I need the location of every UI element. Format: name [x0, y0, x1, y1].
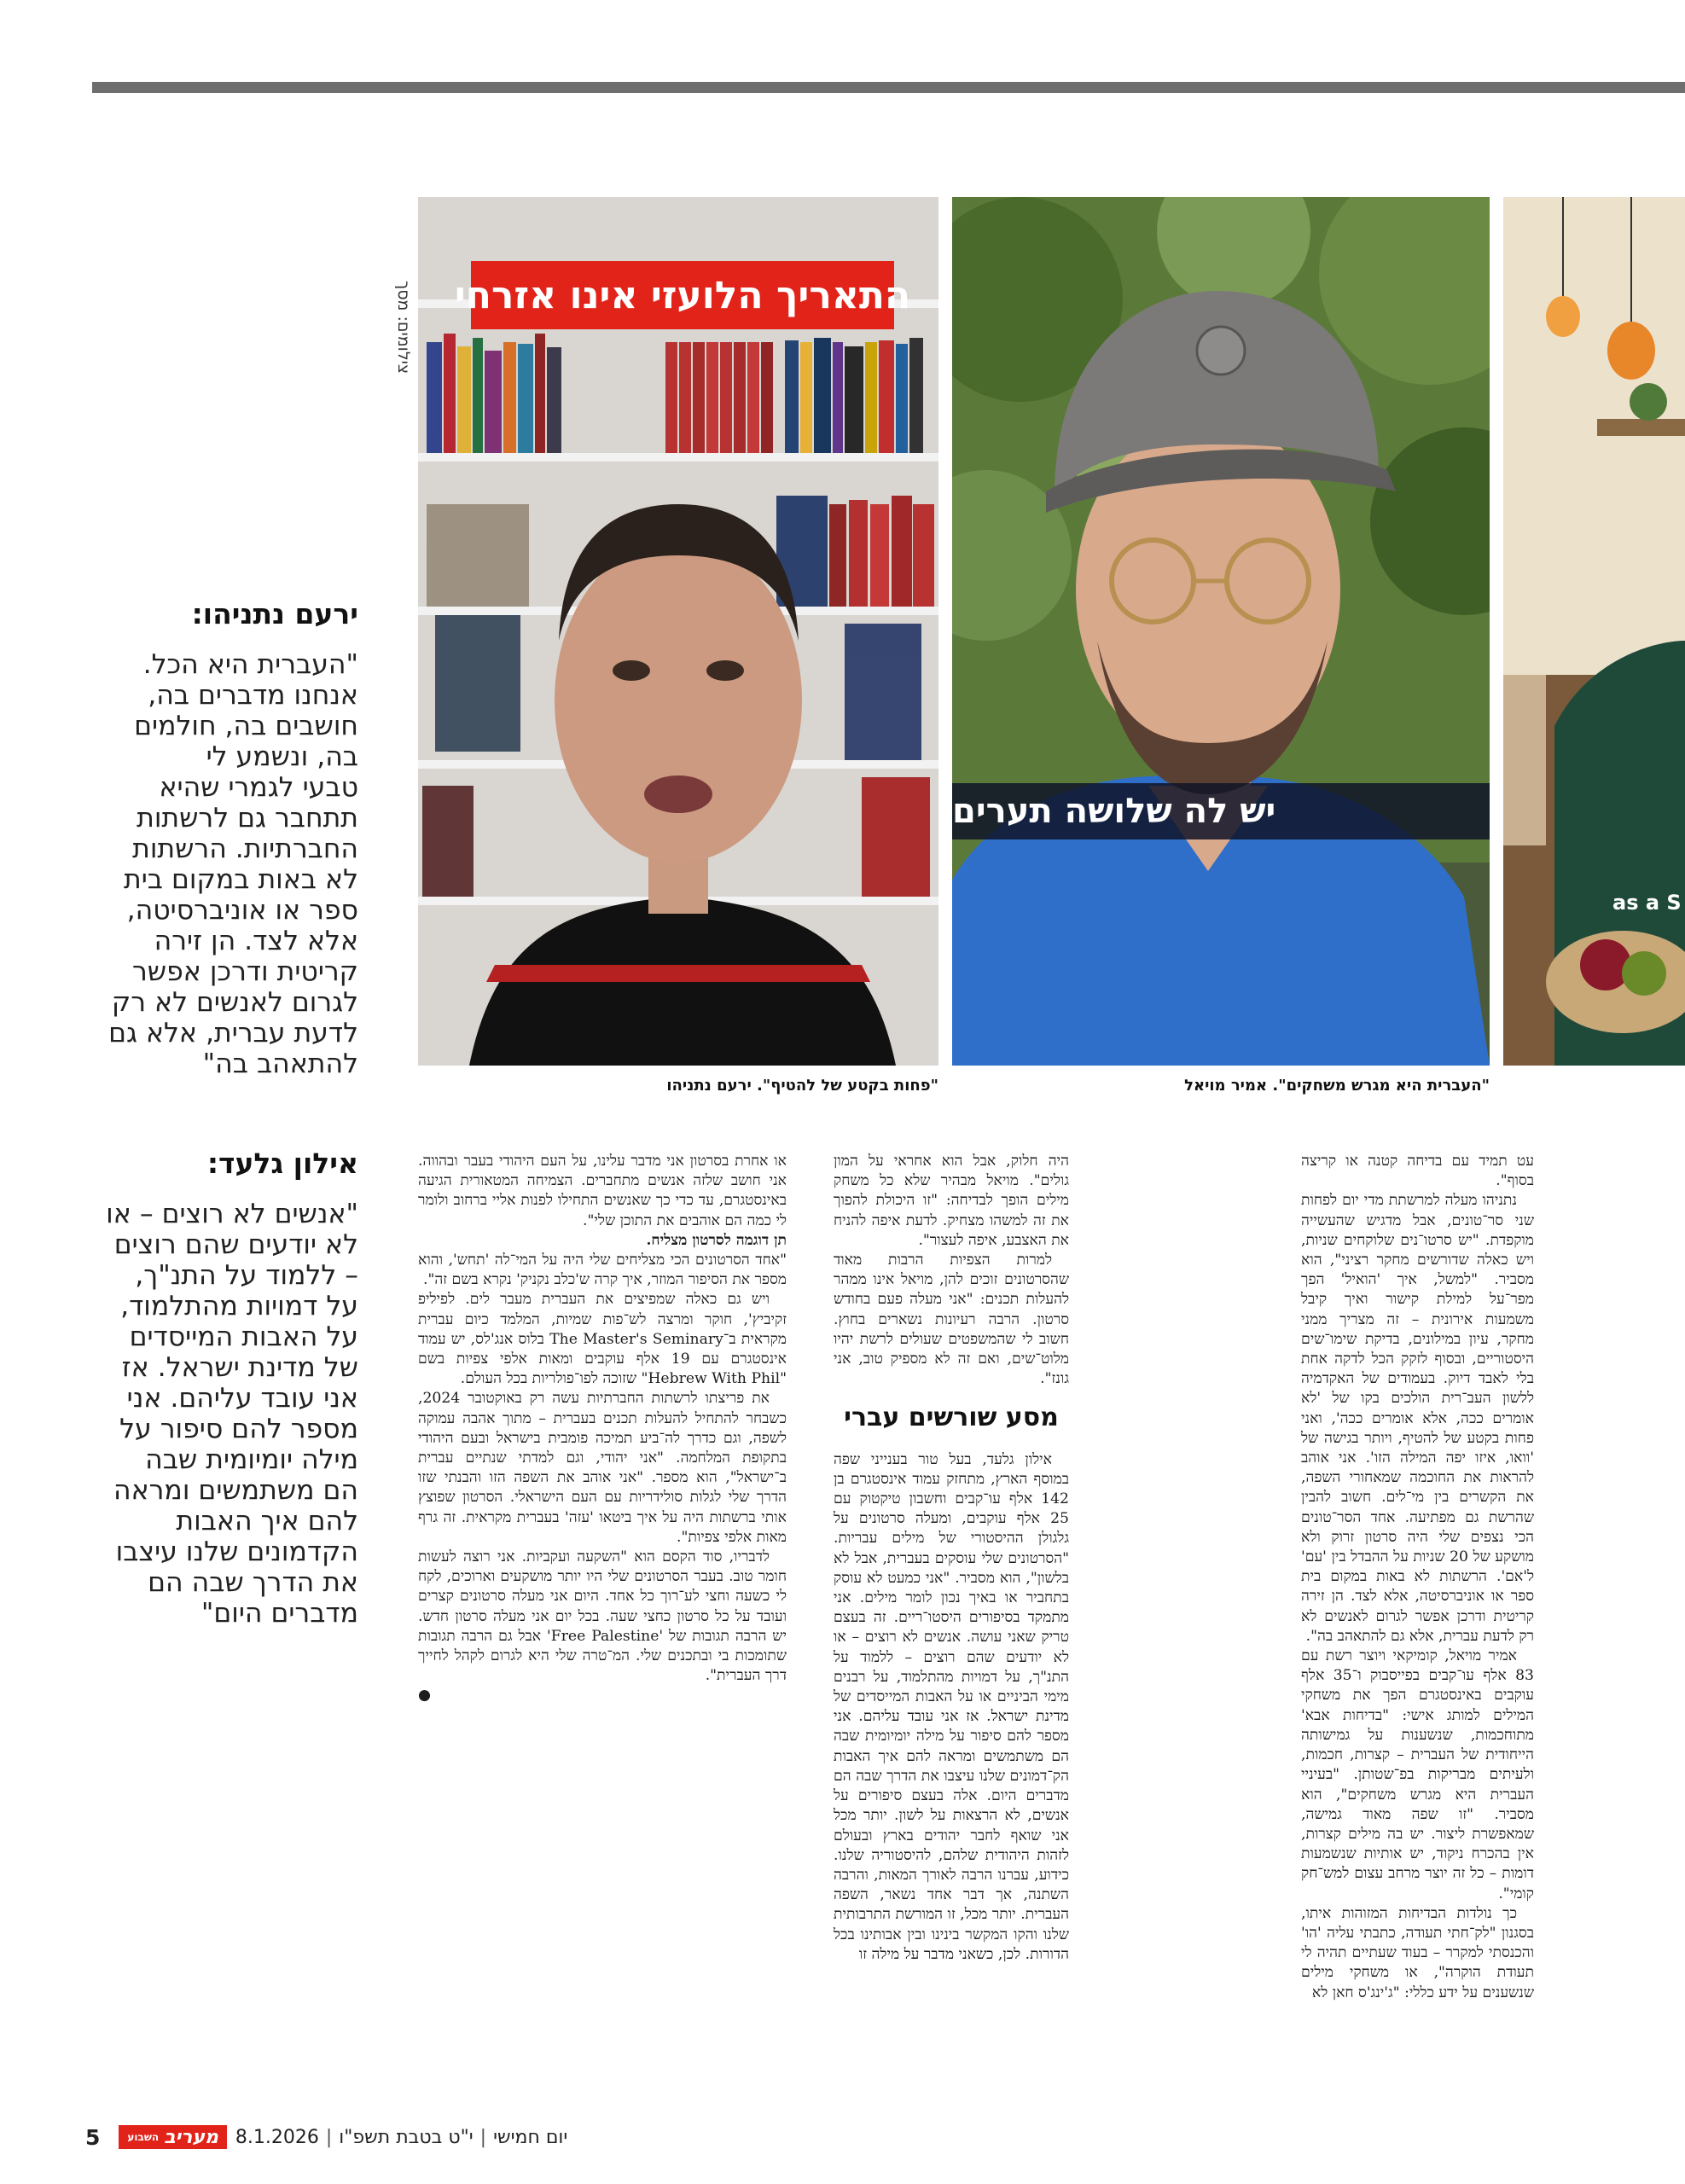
- pull-quote-line: לגרום לאנשים לא רק: [111, 987, 358, 1018]
- pull-quote-line: לא יודעים שהם רוצים: [113, 1229, 358, 1260]
- article-paragraph: ויש גם כאלה שמפיצים את העברית מעבר לים. לפיליפ זקיביץ', חוקר ומרצה לש־פות שמיות, המלמד כיום עברית מקראית ב־The Master's Seminary בלוס אנג'לס, יש עמוד אינסטגרם עם 19 אלף עוקבים ומאות אלפי צפיות בשם "Hebrew With Phil" שזוכה לפו־פולריות בכל העולם.: [418, 1291, 787, 1388]
- photo-amir-moyal: [952, 197, 1490, 1066]
- pull-quote-name: ירעם נתניהו:: [191, 597, 358, 630]
- hebrew-date: י"ט בטבת תשפ"ו: [339, 2126, 474, 2148]
- article-column-middle: [834, 1152, 1069, 1965]
- article-paragraph: עט תמיד עם בדיחה קטנה או קריצה בסוף".: [1301, 1153, 1534, 1190]
- pull-quote-line: את הדרך שבה הם: [148, 1567, 358, 1598]
- article-paragraph: את פריצתו לרשתות החברתיות עשה רק באוקטובר 2024, כשבחר להתחיל להעלות תכנים בעברית – מתוך אהבה עמוקה לשפה, וגם כדרך לה־ביע תמיכה פומבית בישראל ובעם היהודי בתקופת המלחמה. "אני יהודי, וגם למדתי שנתיים עברית ב־ישראל", הוא מספר. "אני אוהב את השפה הזו והבנתי שזו הדרך שלי לגלות סולידריות עם העם הישראלי. הסרטון שפוצץ אותי ברשתות היה על איך ביטאו 'עזה' בעברית מקראית. זה גרף מאות אלפי צפיות".: [418, 1390, 787, 1546]
- article-paragraph: אמיר מויאל, קומיקאי ויוצר רשת עם 83 אלף עו־קבים בפייסבוק ו־35 אלף עוקבים באינסטגרם הפך את משחקי המילים למותג אישי: "בדיחות אבא' מתוחכמות, שנשענות על גמישותה הייחודית של העברית – קצרות, חכמות, ולעיתים מבריקות בפ־שטותן. "בעיניי העברית היא מגרש משחקים", הוא מסביר. "זו שפה מאוד גמישה, שמאפשרת ליצור. יש בה מילים קצרות, אין בהכרח ניקוד, יש אותיות שנשמעות דומות – כל זה יוצר מרחב עצום למש־חק קומי".: [1301, 1647, 1534, 1902]
- separator: |: [325, 2126, 333, 2148]
- pull-quote-line: על דמויות מהתלמוד,: [120, 1291, 358, 1321]
- pull-quote-line: ספר או אוניברסיטה,: [126, 895, 358, 926]
- article-paragraph: או אחרת בסרטון אני מדבר עלינו, על העם היהודי בעבר ובהווה. אני חושב שלזה אנשים מתחברים. הצמיחה המטאורית הגיעה באינסטגרם, עד כדי כך שאנשים התחילו לפנות אליי ברחוב ולומר לי כמה הם אוהבים את התוכן שלי".: [418, 1153, 787, 1229]
- pull-quote-name: אילון גלעד:: [206, 1147, 358, 1180]
- pull-quote-line: אני עובד עליהם. אני: [126, 1383, 358, 1414]
- pull-quote-line: הקדמונים שלנו עיצבו: [115, 1536, 358, 1567]
- separator: |: [479, 2126, 487, 2148]
- article-paragraph: לדבריו, סוד הקסם הוא "השקעה ועקביות. אני רוצה לעשות חומר טוב. בעבר הסרטונים שלי היו יותר מושקעים וארוכים, לקח לי כשעה וחצי לע־רוך כל אחד. היום אני מעלה סרטונים קצרים ועובד על כל סרטון כחצי שעה. בכל יום אני מעלה סרטון חדש. יש הרבה תגובות של 'Free Palestine' אבל גם הרבה תגובות שתומכות בי ובתכנים שלי. המ־טרה שלי היא לגרום לקהל לחייך דרך העברית".: [418, 1548, 787, 1685]
- article-column-left: [418, 1152, 787, 1706]
- pull-quote-line: אלא לצד. הן זירה: [154, 926, 358, 956]
- photo-caption-moyal: "העברית היא מגרש משחקים". אמיר מויאל: [1184, 1077, 1490, 1095]
- article-paragraph: היה חלוק, אבל הוא אחראי על המון גולים". מויאל מבהיר שלא כל משחק מילים הופך לבדיחה: "זו היכולת להפוך את זה למשהו מצחיק. לדעת איפה להניח את האצבע, איפה לעצור".: [834, 1153, 1069, 1249]
- logo-text: מעריב: [164, 2126, 218, 2148]
- pull-quote-line: מילה יומיומית שבה: [145, 1444, 358, 1475]
- pull-quote-line: החברתיות. הרשתות: [132, 834, 358, 864]
- pull-quote-line: הם משתמשים ומראה: [113, 1475, 358, 1506]
- logo-tag: השבוע: [127, 2131, 160, 2143]
- article-paragraph: נתניהו מעלה למרשתת מדי יום לפחות שני סר־טונים, אבל מדגיש שהעשייה מוקפדת. "יש סרטו־נים שלוקחים שניות, ויש כאלה שדורשים מחקר רציני", הוא מסביר. "למשל, איך 'הואיל' הפך מפר־על למילת קישור ואיך קיבל משמעות אירונית – זה מצריך ממני מחקר, עיון במילונים, בדיקת שימו־שים היסטוריים, ובסוף לזקק הכל לדקה אחת בלי לאבד דיוק. בעמודים של האקדמיה ללשון העב־רית הולכים בקו של 'לא אומרים ככה, אלא אומרים ככה', ואני פחות בקטע של להטיף, ויותר בגישה של 'וואו, איזו יפה המילה הזו'. אני אוהב להראות את החוכמה שמאחורי השפה, את הקשרים בין מי־לים. חשוב להבין שהרשת גם מפתיעה. אחד הסר־טונים הכי נצפים שלי היה סרטון זרוק ולא מושקע של 20 שניות על ההבדל בין 'עם' ל'אם'. הרשתות לא באות במקום בית ספר או אוניברסיטה, אלא לצד. הן זירה קריטית ודרכן אפשר לגרום לאנשים לא רק לדעת עברית, אלא גם להתאהב בה".: [1301, 1192, 1534, 1645]
- pull-quote-line: להתאהב בה": [202, 1048, 358, 1079]
- photo-caption-netanyahu: "פחות בקטע של להטיף". ירעם נתניהו: [666, 1077, 938, 1095]
- video-subtitle-fragment: as a S: [1612, 891, 1682, 915]
- pull-quote-line: של מדינת ישראל. אז: [121, 1352, 358, 1383]
- pull-quote-line: מספר להם סיפור על: [119, 1414, 358, 1444]
- maariv-logo: [119, 2125, 227, 2149]
- pull-quote-line: מדברים היום": [200, 1598, 358, 1629]
- pull-quote-line: לא באות במקום בית: [124, 864, 358, 895]
- pull-quote-line: על האבות המייסדים: [129, 1321, 358, 1352]
- pull-quote-line: חושבים בה, חולמים: [134, 711, 358, 741]
- pull-quote-line: "אנשים לא רוצים – או: [106, 1199, 358, 1229]
- pull-quote-line: "העברית היא הכל.: [142, 649, 358, 680]
- issue-date: 8.1.2026: [235, 2126, 319, 2148]
- video-subtitle-banner: יש לה שלושה תערים: [952, 783, 1490, 839]
- page-number: 5: [85, 2124, 101, 2150]
- pull-quote-line: קריטית ודרכן אפשר: [132, 956, 358, 987]
- pull-quote-line: בה, ונשמע לי: [206, 741, 358, 772]
- pull-quote-netanyahu: [102, 597, 358, 1079]
- pull-quote-line: להם איך האבות: [176, 1506, 358, 1536]
- top-rule: [92, 82, 1685, 93]
- article-paragraph: אילון גלעד, בעל טור בענייני שפה במוסף הארץ, מתחזק עמוד אינסטגרם בן 142 אלף עו־קבים וחשבון טיקטוק עם 25 אלף עוקבים, ומעלה סרטונים על גלגולן ההיסטורי של מילים עבריות. "הסרטונים שלי עוסקים בעברית, אבל לא בלשון", הוא מסביר. "אני כמעט לא עוסק בתחביר או באיך נכון לומר מילים. אני מתמקד בסיפורים היסטו־ריים. זה בעצם טריק שאני עושה. אנשים לא רוצים – או לא יודעים שהם רוצים – ללמוד על התנ"ך, על דמויות מהתלמוד, על רבנים מימי הביניים או על האבות המייסדים של מדינת ישראל. אז אני עובד עליהם. אני מספר להם סיפור על מילה יומיומית שבה הם משתמשים ומראה להם איך האבות הק־דמונים שלנו עיצבו את הדרך שבה הם מדברים היום. אלה בעצם סיפורים על אנשים, לא הרצאות על לשון. יותר מכל אני שואף לחבר יהודים בארץ ובעולם לזהות היהודית שלהם, להיסטוריה שלנו. כידוע, עברנו הרבה לאורך המאות, והרבה השתנה, אך דבר אחד נשאר, השפה העברית. יותר מכל, זו המורשת התרבותית שלנו והקו המקשר בינינו ובין אבותינו בכל הדורות. לכן, כשאני מדבר על מילה זו: [834, 1450, 1069, 1963]
- article-paragraph: למרות הצפיות הרבות מאוד שהסרטונים זוכים להן, מויאל אינו ממהר להעלות תכנים: "אני מעלה פעם בחודש סרטון. הרבה רעיונות נשארים בחוץ. חשוב לי שהמשפטים שעולים לרשת יהיו מלוט־שים, ואם זה לא מספיק טוב, אני גונז".: [834, 1252, 1069, 1388]
- photo-credit: צילומים: מסך: [394, 280, 413, 374]
- pull-quote-gilad: [102, 1147, 358, 1629]
- pull-quote-line: אנחנו מדברים בה,: [148, 680, 358, 711]
- interview-question: תן דוגמה לסרטון מצליח.: [646, 1231, 787, 1249]
- video-caption-banner: התאריך הלועזי אינו אזרחי: [471, 261, 894, 329]
- page-footer: [85, 2124, 567, 2150]
- pull-quote-line: לדעת עברית, אלא גם: [108, 1018, 358, 1048]
- photo-third-creator: [1503, 197, 1685, 1066]
- article-column-right: [1301, 1152, 1534, 2003]
- pull-quote-line: טבעי לגמרי שהיא: [159, 772, 358, 803]
- article-paragraph: "אחד הסרטונים הכי מצליחים שלי היה על המי־לה 'תחש', והוא מספר את הסיפור המוזר, איך קרה ש'כלב נקניק' נקרא בשם זה".: [418, 1252, 787, 1289]
- pull-quote-line: תתחבר גם לרשתות: [137, 803, 358, 834]
- pull-quote-line: – ללמוד על התנ"ך,: [135, 1260, 358, 1291]
- article-paragraph: כך נולדות הבדיחות המזוהות איתו, בסגנון "לק־חתי תעודה, כתבתי עליה 'הו' והכנסתי למקרר – בעוד שעתיים תהיה לי תעודת הוקרה", או משחקי מילים שנשענים על ידע כללי: "ג'ינג'ס חאן לא: [1301, 1904, 1534, 2001]
- end-mark: ●: [418, 1687, 431, 1705]
- weekday: יום חמישי: [493, 2126, 568, 2148]
- article-subheading: מסע שורשים עברי: [844, 1403, 1059, 1433]
